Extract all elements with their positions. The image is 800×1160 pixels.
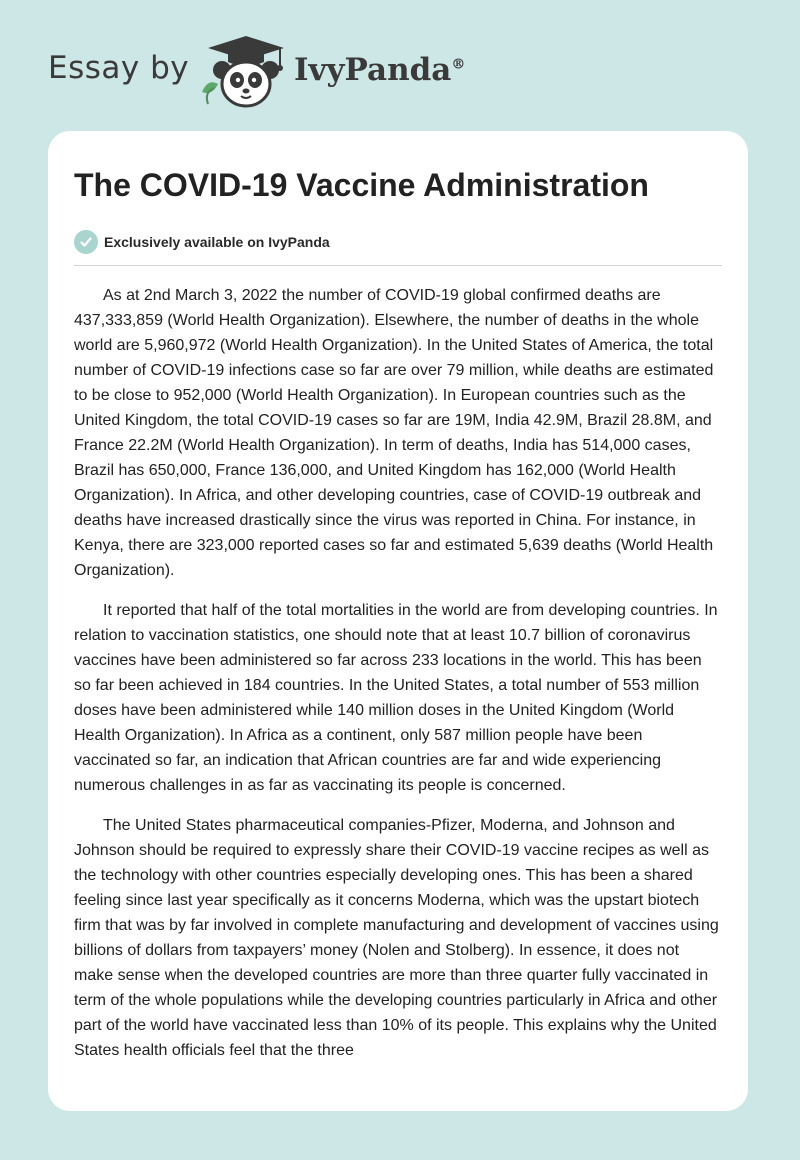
paragraph-3: The United States pharmaceutical companies-Pfizer, Moderna, and Johnson and Johnson should be required to expressly share their COVID-19 vaccine recipes as well as the technology with other countries especially developing ones. This has been a shared feeling since last year specifically as it concerns Moderna, which was the upstart biotech firm that was by far involved in complete manufacturing and development of vaccines using billions of dollars from taxpayers’ money (Nolen and Stolberg). In essence, it does not make sense when the developed countries are more than three quarter fully vaccinated in term of the whole populations while the developing countries particularly in Africa and other part of the world have vaccinated less than 10% of its people. This explains why the United States health officials feel that the three [74, 817, 719, 1059]
essay-title: The COVID-19 Vaccine Administration [74, 167, 649, 203]
registered-mark: ® [451, 56, 466, 73]
check-circle-icon [74, 230, 98, 254]
title-divider [74, 265, 722, 266]
paragraph-2: It reported that half of the total mortalities in the world are from developing countries. In relation to vaccination statistics, one should note that at least 10.7 billion of coronavirus vaccines have been administered so far across 233 locations in the world. This has been so far been achieved in 184 countries. In the United States, a total number of 553 million doses have been administered while 140 million doses in the United Kingdom (World Health Organization). In Africa as a continent, only 587 million people have been vaccinated so far, an indication that African countries are far and wide experiencing numerous challenges in as far as vaccinating its people is concerned. [74, 602, 718, 794]
essay-card [48, 131, 748, 1111]
brand-name: IvyPanda® [294, 52, 466, 88]
panda-graduate-icon [198, 34, 294, 110]
exclusive-badge [74, 229, 722, 255]
paragraph-1: As at 2nd March 3, 2022 the number of COVID-19 global confirmed deaths are 437,333,859 (World Health Organization). Elsewhere, the number of deaths in the whole world are 5,960,972 (World Health Organization). In the United States of America, the total number of COVID-19 infections case so far are over 79 million, while deaths are estimated to be close to 952,000 (World Health Organization). In European countries such as the United Kingdom, the total COVID-19 cases so far are 19M, India 42.9M, Brazil 28.8M, and France 22.2M (World Health Organization). In term of deaths, India has 514,000 cases, Brazil has 650,000, France 136,000, and United Kingdom has 162,000 (World Health Organization). In Africa, and other developing countries, case of COVID-19 outbreak and deaths have increased drastically since the virus was reported in China. For instance, in Kenya, there are 323,000 reported cases so far and estimated 5,639 deaths (World Health Organization). [74, 287, 714, 579]
site-header [0, 0, 800, 120]
exclusive-label: Exclusively available on IvyPanda [104, 234, 330, 250]
essay-by-label: Essay by [48, 50, 190, 86]
